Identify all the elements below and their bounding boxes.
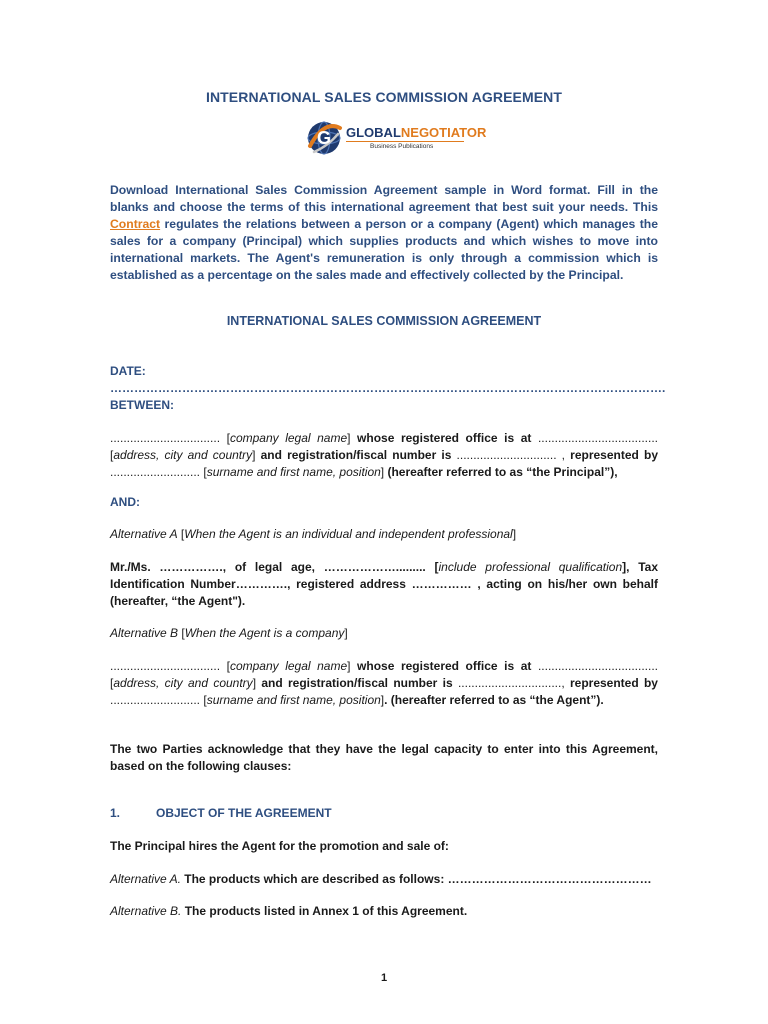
global-negotiator-logo <box>304 116 487 164</box>
principal-text-2: and registration/fiscal number is <box>255 448 457 462</box>
principal-blank-4: ........................... <box>110 465 201 479</box>
agent-company-text-4: . (hereafter referred to as “the Agent”). <box>384 693 604 707</box>
intro-text-1: Download International Sales Commission Agreement sample in Word format. Fill in the blanks and choose the terms of this international agreement that best suit your needs. This <box>110 183 658 214</box>
alt-a-label: Alternative A <box>110 527 178 541</box>
page-number: 1 <box>380 972 388 984</box>
alt-b-label: Alternative B <box>110 626 179 640</box>
document-title: INTERNATIONAL SALES COMMISSION AGREEMENT <box>205 89 563 105</box>
section-1-alt-a-text: The products which are described as follows: …………………………………………… <box>180 872 652 886</box>
agent-individual-placeholder: include professional qualification <box>438 560 623 574</box>
agent-company-blank-1: ................................. <box>110 659 221 673</box>
intro-text-2: regulates the relations between a person or a company (Agent) which manages the sales for a company (Principal) which supplies products and which wishes to move into international markets. The Agent's remuneration is only through a commission which is established as a percentage on the sales made and effectively collected by the Principal. <box>110 217 658 282</box>
agent-company-placeholder-address: address, city and country <box>113 676 253 690</box>
principal-placeholder-person: surname and first name, position <box>206 465 381 479</box>
svg-text:G: G <box>317 128 332 148</box>
capacity-paragraph: The two Parties acknowledge that they have the legal capacity to enter into this Agreement, based on the following clauses: <box>110 742 658 773</box>
section-1-alt-b-label: Alternative B. <box>110 904 182 918</box>
principal-placeholder-address: address, city and country <box>113 448 253 462</box>
section-1-alt-b-text: The products listed in Annex 1 of this Agreement. <box>181 904 468 918</box>
agent-individual-text-1: Mr./Ms. ……………., of legal age, ………………......... [ <box>110 560 439 574</box>
logo-tagline: Business Publications <box>370 143 434 150</box>
section-1-alt-a-label: Alternative A. <box>110 872 181 886</box>
logo-brand-part2: NEGOTIATOR <box>400 125 487 140</box>
alt-b-condition: When the Agent is a company <box>184 626 345 640</box>
section-1-number: 1. <box>110 806 121 820</box>
principal-text-1: whose registered office is at <box>350 431 538 445</box>
agent-company-text-2: and registration/fiscal number is <box>256 676 458 690</box>
principal-paragraph: ................................. [company legal name] whose registered office is at .................................... [address, city and country] and registration/fiscal number is .............................. , represented by ........................... [surname and first name, position] (hereafter referred to as “the Principal”), <box>110 431 658 479</box>
alt-a-condition: When the Agent is an individual and independent professional <box>184 527 513 541</box>
section-1-alternative-b <box>110 903 658 920</box>
principal-blank-1: ................................. <box>110 431 221 445</box>
date-blank: …………………………………………………………………………………………………………………………. <box>110 381 666 395</box>
logo-brand-part1: GLOBAL <box>346 125 401 140</box>
agent-company-blank-3: ..............................., <box>457 676 570 690</box>
principal-text-3: represented by <box>570 448 658 462</box>
date-label: DATE: <box>110 364 146 378</box>
agent-company-text-1: whose registered office is at <box>350 659 538 673</box>
agreement-title: INTERNATIONAL SALES COMMISSION AGREEMENT <box>226 314 542 328</box>
principal-blank-3: .............................. , <box>456 448 571 462</box>
agent-company-blank-4: ........................... <box>110 693 201 707</box>
contract-link[interactable]: Contract <box>110 217 161 231</box>
alternative-a-heading: Alternative A [When the Agent is an individual and independent professional] <box>110 527 517 541</box>
agent-individual-text-2: ], Tax Identification Number…………., registered address …………… , acting on his/her own behalf (hereafter, “the Agent"). <box>110 560 658 608</box>
intro-paragraph <box>110 182 658 284</box>
agent-company-text-3: represented by <box>569 676 658 690</box>
between-label: BETWEEN: <box>110 398 174 412</box>
agent-individual-paragraph <box>110 559 658 610</box>
agent-company-blank-2: .................................... <box>537 659 658 673</box>
principal-blank-2: .................................... <box>537 431 658 445</box>
and-label: AND: <box>110 495 140 509</box>
alternative-b-heading: Alternative B [When the Agent is a company] <box>110 626 348 640</box>
logo-divider <box>346 141 464 142</box>
principal-text-4: (hereafter referred to as “the Principal”), <box>384 465 618 479</box>
agent-company-placeholder-person: surname and first name, position <box>206 693 381 707</box>
section-1-alternative-a <box>110 871 658 888</box>
section-1-lead: The Principal hires the Agent for the promotion and sale of: <box>110 839 449 853</box>
principal-placeholder-name: company legal name <box>229 431 348 445</box>
agent-company-paragraph: ................................. [company legal name] whose registered office is at .................................... [address, city and country] and registration/fiscal number is ..............................., represented by ........................... [surname and first name, position]. (hereafter referred to as “the Agent”). <box>110 659 658 707</box>
section-1-title: OBJECT OF THE AGREEMENT <box>156 806 332 820</box>
date-line <box>110 363 666 397</box>
section-1-heading <box>110 805 658 822</box>
agent-company-placeholder-name: company legal name <box>229 659 348 673</box>
